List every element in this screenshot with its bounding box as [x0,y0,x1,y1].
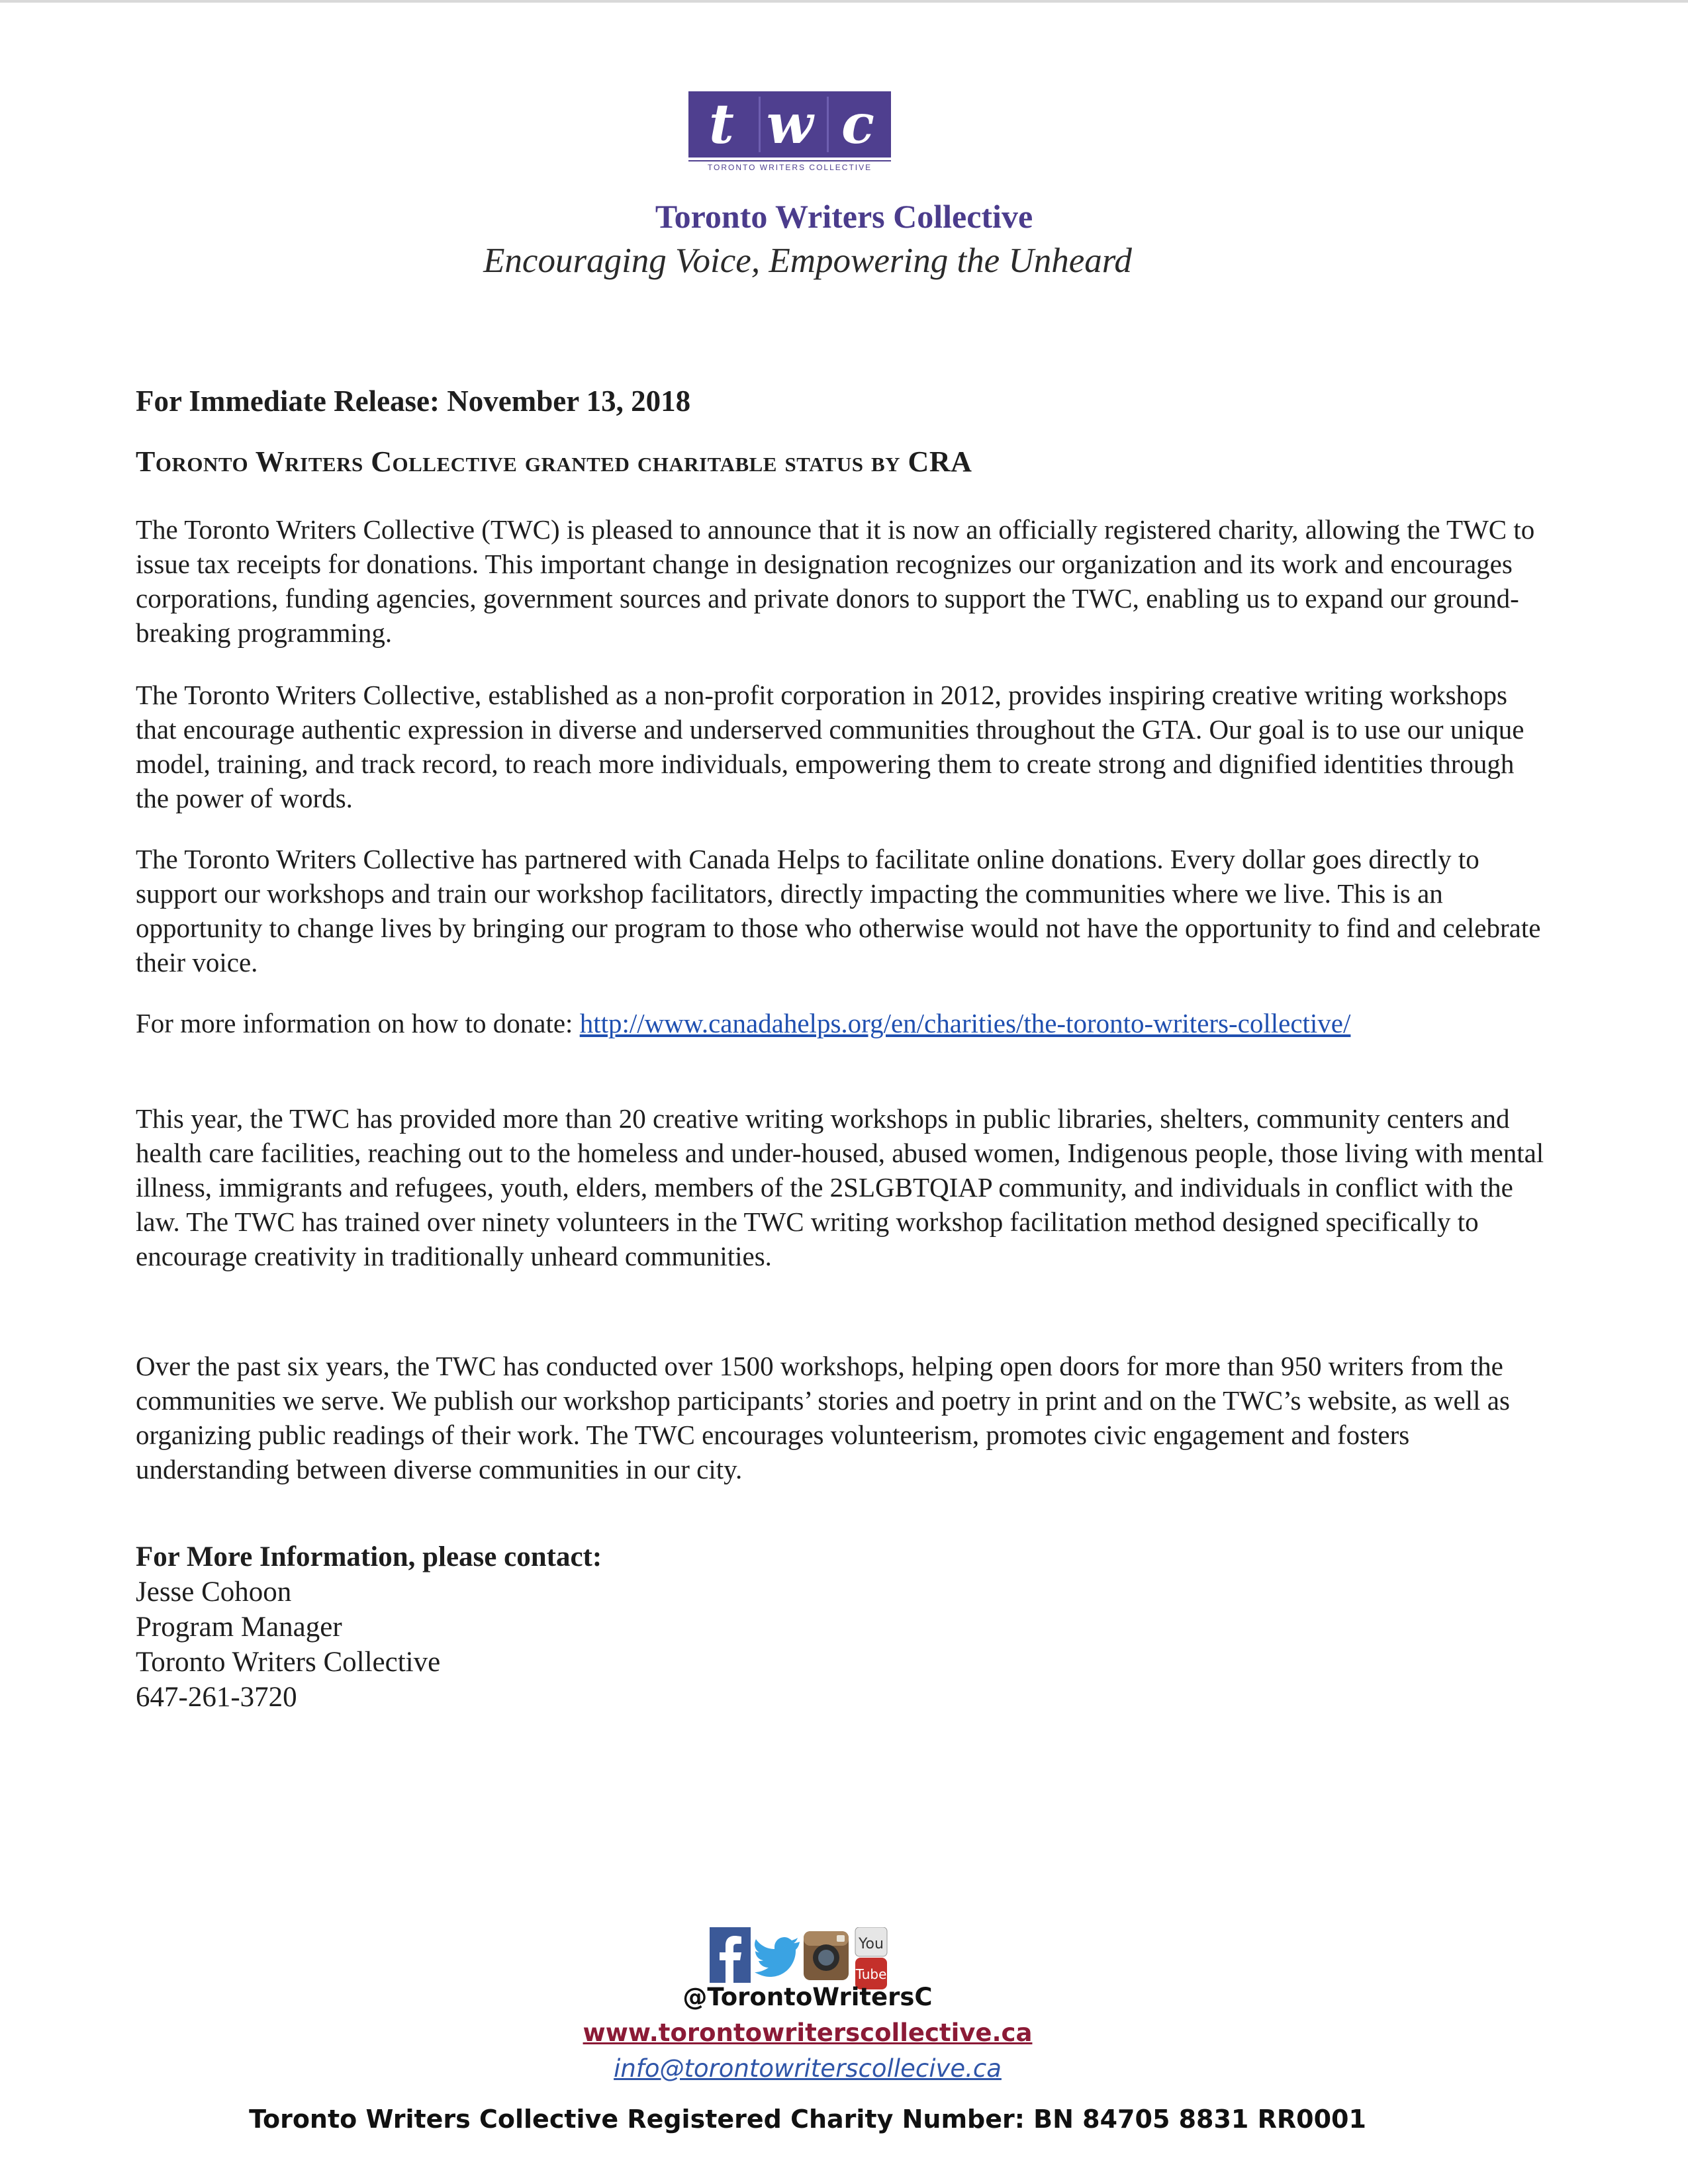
facebook-icon[interactable] [710,1927,751,1983]
social-handle[interactable]: @TorontoWritersC [682,1983,933,2011]
twc-logo [688,91,891,172]
logo-letter-w: w [759,97,819,152]
logo-letter-t: t [709,93,734,156]
email-link[interactable]: info@torontowriterscollecive.ca [614,2054,1002,2083]
contact-title: Program Manager [136,1612,342,1643]
org-name-heading: Toronto Writers Collective [655,198,1033,235]
paragraph-charity-announcement: The Toronto Writers Collective (TWC) is pleased to announce that it is now an officially registered charity, allowing the TWC to issue tax receipts for donations. This important change in designation recognizes our organization and its work and encourages corporations, funding agencies, government sources and private donors to support the TWC, enabling us to expand our ground-breaking programming. [136,514,1535,648]
paragraph-past-six-years: Over the past six years, the TWC has conducted over 1500 workshops, helping open doors for more than 950 writers from the communities we serve. We publish our workshop participants’ stories and poetry in print and on the TWC’s website, as well as organizing public readings of their work. The TWC encourages volunteerism, promotes civic engagement and fosters understanding between diverse communities in our city. [136,1351,1510,1484]
release-date-line: For Immediate Release: November 13, 2018 [136,385,691,418]
logo-caption: TORONTO WRITERS COLLECTIVE [688,160,891,172]
paragraph-about-twc: The Toronto Writers Collective, established as a non-profit corporation in 2012, provides inspiring creative writing workshops that encourage authentic expression in diverse and underserved communities throughout the GTA. Our goal is to use our unique model, training, and track record, to reach more individuals, empowering them to create strong and dignified identities through the power of words. [136,680,1524,813]
logo-letter-c: c [827,97,887,152]
tagline: Encouraging Voice, Empowering the Unheard [483,242,1132,280]
youtube-text-top: You [859,1936,884,1952]
contact-phone: 647-261-3720 [136,1682,297,1713]
instagram-icon[interactable] [802,1927,850,1983]
donate-link[interactable]: http://www.canadahelps.org/en/charities/the-toronto-writers-collective/ [579,1008,1351,1038]
donate-info-line [136,1006,1552,1040]
paragraph-this-year: This year, the TWC has provided more than 20 creative writing workshops in public libraries, shelters, community centers and health care facilities, reaching out to the homeless and under-housed, abused women, Indigenous people, those living with mental illness, immigrants and refugees, youth, elders, members of the 2SLGBTQIAP community, and individuals in conflict with the law. The TWC has trained over ninety volunteers in the TWC writing workshop facilitation method designed specifically to encourage creativity in traditionally unheard communities. [136,1103,1544,1271]
contact-name: Jesse Cohoon [136,1576,292,1608]
contact-org: Toronto Writers Collective [136,1647,441,1678]
website-link[interactable]: www.torontowriterscollective.ca [583,2019,1033,2047]
charity-number-line: Toronto Writers Collective Registered Charity Number: BN 84705 8831 RR0001 [249,2105,1366,2134]
social-icons [710,1922,895,1988]
press-release-headline: Toronto Writers Collective granted charitable status by CRA [136,445,972,478]
twitter-icon[interactable] [753,1927,801,1983]
contact-block [136,1539,602,1715]
youtube-icon[interactable] [851,1927,891,1991]
contact-heading: For More Information, please contact: [136,1541,602,1572]
donate-prefix: For more information on how to donate: [136,1008,580,1038]
page-top-edge [0,0,1688,3]
paragraph-canada-helps: The Toronto Writers Collective has partnered with Canada Helps to facilitate online donations. Every dollar goes directly to support our workshops and train our workshop facilitators, directly impacting the communities where we live. This is an opportunity to change lives by bringing our program to those who otherwise would not have the opportunity to find and celebrate their voice. [136,844,1541,978]
youtube-text-bottom: Tube [855,1966,887,1982]
logo-box [688,91,891,158]
